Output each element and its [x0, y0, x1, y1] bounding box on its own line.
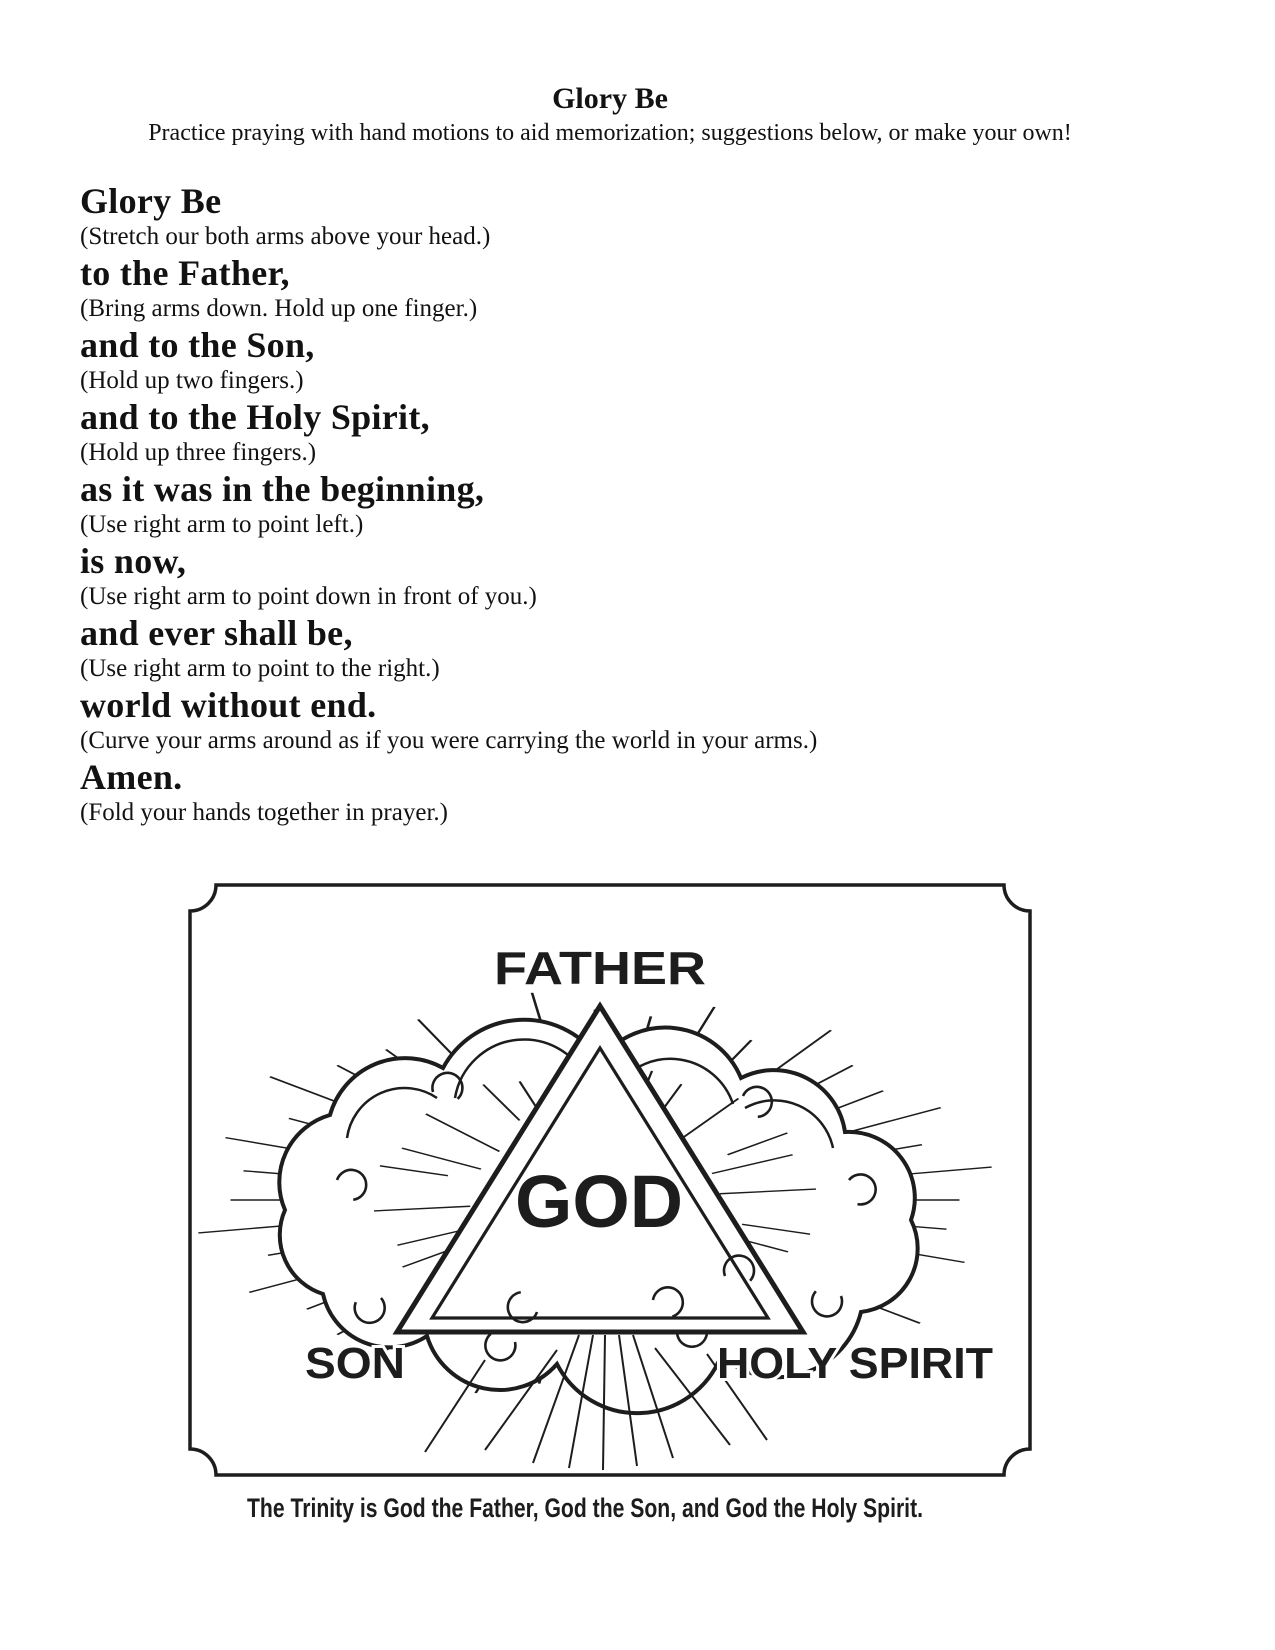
- page-header: [80, 0, 1140, 148]
- prayer-line-text: and to the Holy Spirit,: [80, 397, 430, 437]
- prayer-line-motion: (Use right arm to point down in front of you.): [80, 583, 537, 610]
- prayer-line: [80, 394, 1180, 466]
- prayer-line: [80, 322, 1180, 394]
- prayer-line-text: world without end.: [80, 685, 377, 725]
- prayer-line-motion: (Fold your hands together in prayer.): [80, 799, 448, 826]
- prayer-line: [80, 754, 1180, 826]
- page-title: Glory Be: [552, 82, 668, 115]
- father-label: FATHER: [494, 942, 706, 994]
- prayer-line-motion: (Curve your arms around as if you were carrying the world in your arms.): [80, 727, 818, 754]
- god-label: GOD: [515, 1160, 683, 1243]
- prayer-line: [80, 610, 1180, 682]
- prayer-line: [80, 178, 1180, 250]
- holy-spirit-label: HOLY SPIRIT: [717, 1339, 994, 1388]
- illustration-caption: The Trinity is God the Father, God the Son, and God the Holy Spirit.: [247, 1493, 923, 1523]
- prayer-line: [80, 466, 1180, 538]
- page-subtitle: Practice praying with hand motions to aid memorization; suggestions below, or make your own!: [148, 120, 1072, 146]
- prayer-line-text: Amen.: [80, 757, 183, 797]
- prayer-line-motion: (Bring arms down. Hold up one finger.): [80, 295, 478, 322]
- prayer-list: [80, 178, 1180, 826]
- prayer-line: [80, 538, 1180, 610]
- prayer-line-text: to the Father,: [80, 253, 290, 293]
- prayer-line-motion: (Use right arm to point to the right.): [80, 655, 440, 682]
- prayer-line: [80, 682, 1180, 754]
- prayer-line: [80, 250, 1180, 322]
- son-label: SON: [305, 1339, 405, 1388]
- prayer-line-text: as it was in the beginning,: [80, 469, 485, 509]
- prayer-line-text: is now,: [80, 541, 187, 581]
- trinity-illustration: [185, 880, 1035, 1540]
- prayer-line-text: and to the Son,: [80, 325, 315, 365]
- prayer-line-text: Glory Be: [80, 181, 222, 221]
- prayer-line-motion: (Stretch our both arms above your head.): [80, 223, 491, 250]
- prayer-line-motion: (Hold up three fingers.): [80, 439, 317, 466]
- prayer-line-motion: (Use right arm to point left.): [80, 511, 364, 538]
- prayer-line-text: and ever shall be,: [80, 613, 353, 653]
- prayer-line-motion: (Hold up two fingers.): [80, 367, 304, 394]
